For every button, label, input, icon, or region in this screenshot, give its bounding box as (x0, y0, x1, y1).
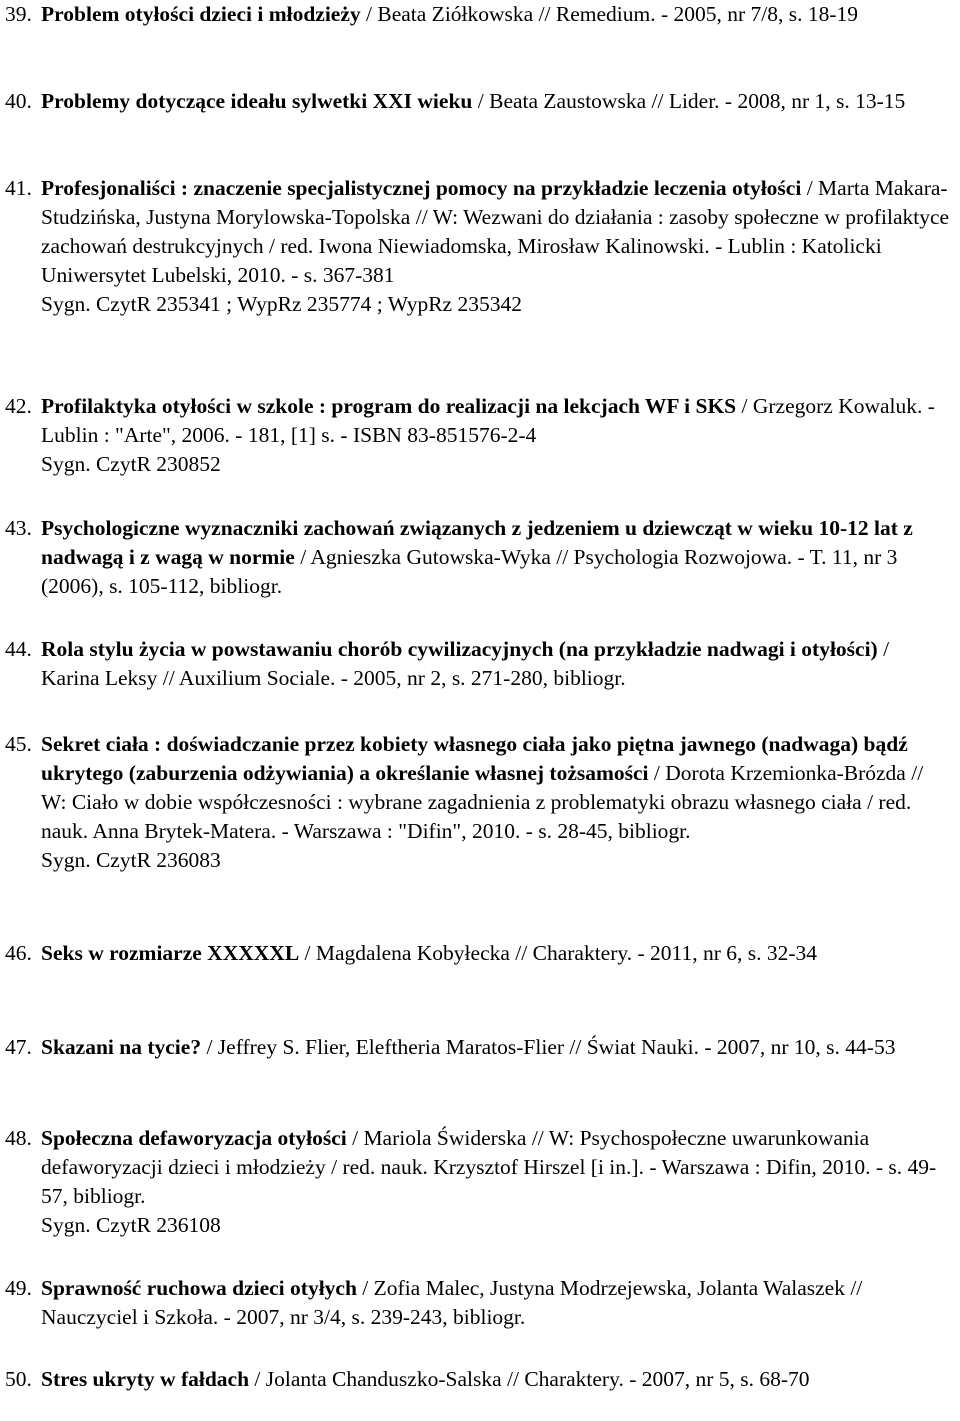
bibliography-entry (5, 514, 950, 601)
entry-body (5, 635, 950, 693)
bibliography-entry (5, 1124, 950, 1240)
entry-title: Sprawność ruchowa dzieci otyłych (41, 1276, 357, 1300)
entry-title: Seks w rozmiarze XXXXXL (41, 941, 300, 965)
bibliography-entry (5, 1365, 950, 1394)
bibliography-entry (5, 174, 950, 319)
entry-body (5, 514, 950, 601)
entry-description: / Magdalena Kobyłecka // Charaktery. - 2011, nr 6, s. 32-34 (299, 941, 818, 965)
entry-number: 44. (5, 637, 32, 661)
entry-body (5, 1033, 950, 1062)
entry-description: / Jolanta Chanduszko-Salska // Charaktery. - 2007, nr 5, s. 68-70 (249, 1367, 810, 1391)
entry-title: Stres ukryty w fałdach (41, 1367, 250, 1391)
entry-title: Skazani na tycie? (41, 1035, 202, 1059)
entry-title: Rola stylu życia w powstawaniu chorób cywilizacyjnych (na przykładzie nadwagi i otyłości) (41, 637, 878, 661)
entry-number: 45. (5, 732, 32, 756)
entry-title: Problem otyłości dzieci i młodzieży (41, 2, 361, 26)
entry-body (5, 174, 950, 319)
entry-body (5, 1274, 950, 1332)
call-number: Sygn. CzytR 230852 (41, 452, 221, 476)
entry-title: Profilaktyka otyłości w szkole : program do realizacji na lekcjach WF i SKS (41, 394, 737, 418)
bibliography-entry (5, 635, 950, 693)
entry-number: 48. (5, 1126, 32, 1150)
bibliography-entry (5, 87, 950, 116)
entry-body (5, 939, 950, 968)
entry-description: / Zofia Malec, Justyna Modrzejewska, Jolanta Walaszek // Nauczyciel i Szkoła. - 2007, nr 3/4, s. 239-243, bibliogr. (41, 1276, 863, 1329)
entry-number: 47. (5, 1035, 32, 1059)
entry-number: 43. (5, 516, 32, 540)
entry-description: / Beata Zaustowska // Lider. - 2008, nr 1, s. 13-15 (472, 89, 906, 113)
entry-number: 40. (5, 89, 32, 113)
entry-number: 46. (5, 941, 32, 965)
entry-body (5, 1365, 950, 1394)
entry-body (5, 87, 950, 116)
call-number: Sygn. CzytR 235341 ; WypRz 235774 ; WypRz 235342 (41, 292, 522, 316)
bibliography-entry (5, 1033, 950, 1062)
bibliography-entry (5, 392, 950, 479)
call-number: Sygn. CzytR 236108 (41, 1213, 221, 1237)
entry-description: / Mariola Świderska // W: Psychospołeczne uwarunkowania defaworyzacji dzieci i młodzieży / red. nauk. Krzysztof Hirszel [i in.]. - Warszawa : Difin, 2010. - s. 49-57, bibliogr. (41, 1126, 937, 1208)
entry-number: 41. (5, 176, 32, 200)
entry-number: 50. (5, 1367, 32, 1391)
entry-number: 39. (5, 2, 32, 26)
entry-description: / Agnieszka Gutowska-Wyka // Psychologia Rozwojowa. - T. 11, nr 3 (2006), s. 105-112, bibliogr. (41, 545, 898, 598)
entry-title: Społeczna defaworyzacja otyłości (41, 1126, 347, 1150)
entry-body (5, 730, 950, 875)
bibliography-entry (5, 939, 950, 968)
entry-title: Problemy dotyczące ideału sylwetki XXI wieku (41, 89, 473, 113)
bibliography-entry (5, 1274, 950, 1332)
entry-description: / Dorota Krzemionka-Brózda // W: Ciało w dobie współczesności : wybrane zagadnienia z problematyki obrazu własnego ciała / red. nauk. Anna Brytek-Matera. - Warszawa : "Difin", 2010. - s. 28-45, bibliogr. (41, 761, 924, 843)
entry-description: / Karina Leksy // Auxilium Sociale. - 2005, nr 2, s. 271-280, bibliogr. (41, 637, 890, 690)
entry-number: 42. (5, 394, 32, 418)
entry-description: / Grzegorz Kowaluk. - Lublin : "Arte", 2006. - 181, [1] s. - ISBN 83-851576-2-4 (41, 394, 935, 447)
bibliography-entry (5, 730, 950, 875)
entry-description: / Jeffrey S. Flier, Eleftheria Maratos-Flier // Świat Nauki. - 2007, nr 10, s. 44-53 (201, 1035, 896, 1059)
entry-title: Psychologiczne wyznaczniki zachowań związanych z jedzeniem u dziewcząt w wieku 10-12 lat z nadwagą i z wagą w normie (41, 516, 913, 569)
entry-body (5, 0, 950, 29)
entry-description: / Marta Makara-Studzińska, Justyna Morylowska-Topolska // W: Wezwani do działania : zasoby społeczne w profilaktyce zachowań destrukcyjnych / red. Iwona Niewiadomska, Mirosław Kalinowski. - Lublin : Katolicki Uniwersytet Lubelski, 2010. - s. 367-381 (41, 176, 950, 287)
entry-title: Profesjonaliści : znaczenie specjalistycznej pomocy na przykładzie leczenia otyłości (41, 176, 802, 200)
entry-number: 49. (5, 1276, 32, 1300)
entry-title: Sekret ciała : doświadczanie przez kobiety własnego ciała jako piętna jawnego (nadwaga) bądź ukrytego (zaburzenia odżywiania) a określanie własnej tożsamości (41, 732, 908, 785)
bibliography-entry (5, 0, 950, 29)
call-number: Sygn. CzytR 236083 (41, 848, 221, 872)
entry-body (5, 392, 950, 479)
entry-body (5, 1124, 950, 1240)
entry-description: / Beata Ziółkowska // Remedium. - 2005, nr 7/8, s. 18-19 (360, 2, 859, 26)
